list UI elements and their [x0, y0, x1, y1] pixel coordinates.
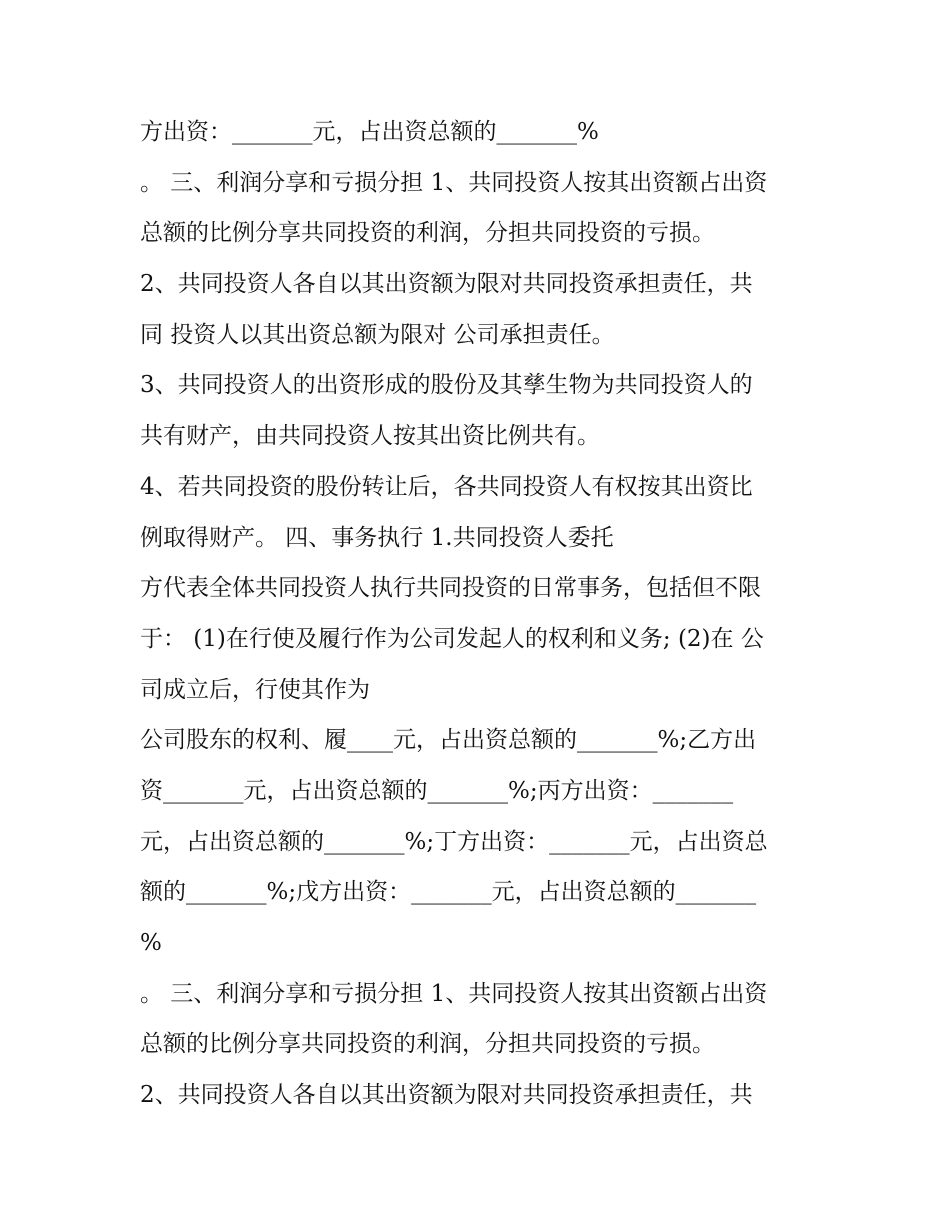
- text-line: 额的_______%;戊方出资：_______元，占出资总额的_______: [140, 879, 757, 906]
- text-line: 方代表全体共同投资人执行共同投资的日常事务，包括但不限: [140, 575, 761, 602]
- text-line: 于： (1)在行使及履行作为公司发起人的权利和义务; (2)在 公: [140, 625, 764, 652]
- text-line: 司成立后，行使其作为: [140, 676, 370, 703]
- document-body: [140, 107, 820, 1121]
- text-line: 。 三、利润分享和亏损分担 1、共同投资人按其出资额占出资: [140, 980, 768, 1007]
- text-line: %: [140, 930, 162, 956]
- text-line: 2、共同投资人各自以其出资额为限对共同投资承担责任，共: [140, 271, 753, 298]
- text-line: 资_______元，占出资总额的_______%;丙方出资：_______: [140, 777, 734, 804]
- text-line: 4、若共同投资的股份转让后，各共同投资人有权按其出资比: [140, 473, 753, 500]
- text-line: 总额的比例分享共同投资的利润，分担共同投资的亏损。: [140, 220, 715, 247]
- text-line: 同 投资人以其出资总额为限对 公司承担责任。: [140, 321, 615, 348]
- text-line: 3、共同投资人的出资形成的股份及其孳生物为共同投资人的: [140, 372, 753, 399]
- text-line: 。 三、利润分享和亏损分担 1、共同投资人按其出资额占出资: [140, 169, 768, 196]
- text-line: 元，占出资总额的_______%;丁方出资：_______元，占出资总: [140, 828, 768, 855]
- text-line: 方出资：_______元，占出资总额的_______%: [140, 119, 599, 145]
- text-line: 公司股东的权利、履____元，占出资总额的_______%;乙方出: [140, 727, 757, 754]
- text-line: 2、共同投资人各自以其出资额为限对共同投资承担责任，共: [140, 1082, 753, 1109]
- text-line: 例取得财产。 四、事务执行 1.共同投资人委托: [140, 524, 614, 551]
- text-line: 共有财产，由共同投资人按其出资比例共有。: [140, 423, 600, 450]
- text-line: 总额的比例分享共同投资的利润，分担共同投资的亏损。: [140, 1031, 715, 1058]
